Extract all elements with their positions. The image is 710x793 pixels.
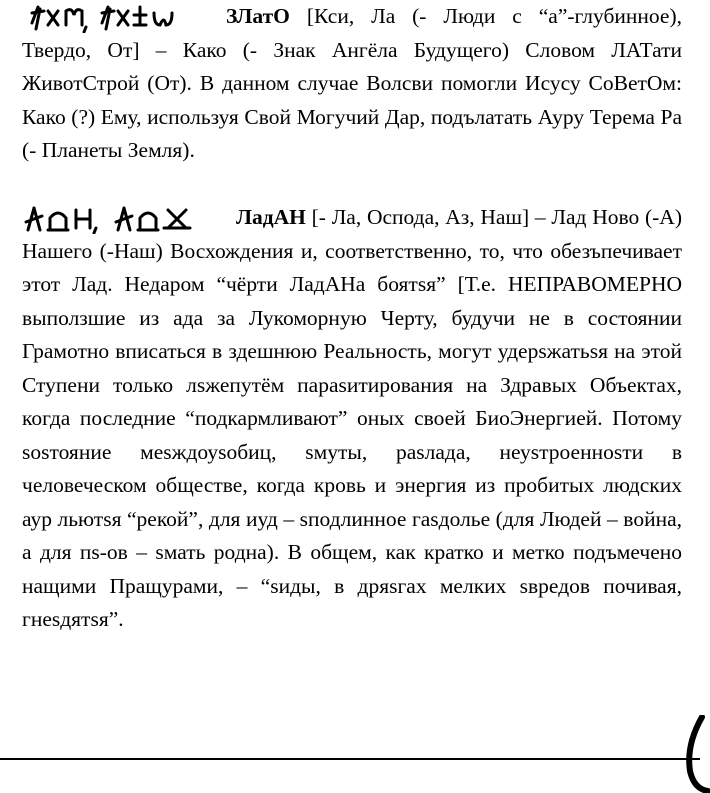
ancient-glyphs-ladan [22,204,232,234]
term-heading: ЛадАН [236,205,306,229]
footer-rule [0,758,700,760]
entry-body: [Кси, Ла (- Люди с “а”-глубинное), Твердо, От] – Како (- Знак Ангёла Будущего) Словом ЛАТати ЖивотСтрой (От). В данном случае Волсви помогли Исусу СоВетОм: Како (?) Ему, используя Свой Могучий Дар, подълатать Ауру Терема Ра (- Планеты Земля). [22,4,682,162]
ancient-glyphs-zlato [22,3,222,33]
entry-body: [- Ла, Оспода, Аз, Наш] – Лад Ново (-А) Нашего (-Наш) Восхождения и, соответственно, то, что обезъпечивает этот Лад. Недаром “чёрти ЛадАНа боятsя” [Т.е. НЕПРАВОМЕРНО выползшие из ада за Лукоморную Черту, будучи не в состоянии Грамотно вписаться в здешнюю Реальность, могут удерsжатьsя на этой Ступени только лsжепутём параsитирования на Здравых Объектах, когда последние “подкармливают” оных своей БиоЭнергией. Потому sosтояние меsждоуsобиц, sмуты, раsлада, неуsтроенноsти в человеческом обществе, когда кровь и энергия из пробитых людских аур льютsя “рекой”, для иуд – sподлинное гаsдолье (для Людей – война, а для пs-ов – sмать родна). В общем, как кратко и метко подъмечено нащими Пращурами, – “sиды, в дряsгах мелких sвредов почивая, гнеsдятsя”. [22,205,682,631]
corner-stroke-icon [680,715,710,793]
entry-zlato [22,0,682,168]
term-heading: ЗЛатО [226,4,290,28]
entry-ladan [22,201,682,637]
